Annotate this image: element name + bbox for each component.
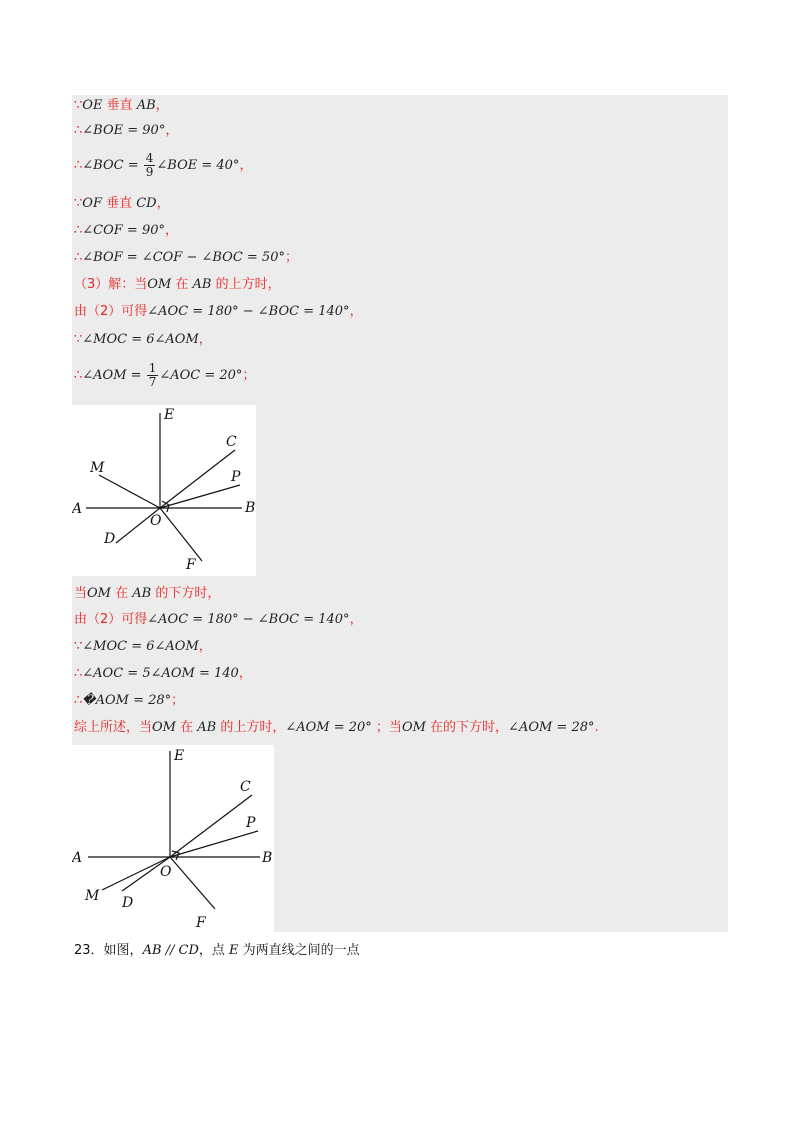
ray-om xyxy=(99,475,160,508)
label-d: D xyxy=(104,531,116,547)
question-23: 23．如图，AB // CD，点 E 为两直线之间的一点 xyxy=(74,943,360,958)
label-e: E xyxy=(164,407,175,423)
solution-line-14: ∴∠AOC = 5∠AOM = 140， xyxy=(74,666,252,681)
label-e: E xyxy=(174,748,185,764)
solution-line-15: ∴�AOM = 28°； xyxy=(74,693,185,708)
line-cd-upper xyxy=(170,795,252,857)
solution-line-10: ∴∠AOM = $\frac{1}{7}$ ∠AOC = 20°； xyxy=(74,361,256,389)
ray-of xyxy=(160,508,202,561)
label-o: O xyxy=(150,513,162,529)
label-a: A xyxy=(72,850,83,866)
solution-line-1: ∵OE 垂直 AB， xyxy=(74,98,169,113)
label-p: P xyxy=(246,815,256,831)
solution-line-9: ∵∠MOC = 6∠AOM， xyxy=(74,332,212,347)
fraction-4-9: $\frac{4}{9}$ xyxy=(145,151,154,179)
label-o: O xyxy=(160,864,172,880)
label-c: C xyxy=(240,779,251,795)
solution-line-6: ∴∠BOF = ∠COF − ∠BOC = 50°； xyxy=(74,250,298,265)
label-f: F xyxy=(196,915,206,931)
solution-line-7: （3）解：当OM 在 AB 的上方时， xyxy=(74,277,281,292)
label-f: F xyxy=(186,557,196,573)
label-b: B xyxy=(262,850,273,866)
solution-line-3: ∴∠BOC = $\frac{4}{9}$ ∠BOE = 40°， xyxy=(74,151,253,179)
solution-line-11: 当OM 在 AB 的下方时， xyxy=(74,586,221,601)
solution-line-13: ∵∠MOC = 6∠AOM， xyxy=(74,639,212,654)
label-a: A xyxy=(72,501,83,517)
solution-line-4: ∵OF 垂直 CD， xyxy=(74,196,170,211)
solution-line-12: 由（2）可得∠AOC = 180° − ∠BOC = 140°， xyxy=(74,612,363,627)
ray-op xyxy=(170,831,258,857)
line-cd-upper xyxy=(160,450,235,508)
label-p: P xyxy=(231,469,241,485)
fraction-1-7: $\frac{1}{7}$ xyxy=(148,361,157,389)
geometry-figure-2 xyxy=(72,745,274,932)
label-m: M xyxy=(90,460,105,476)
label-d: D xyxy=(122,895,134,911)
ray-op xyxy=(160,485,240,508)
solution-line-16: 综上所述，当OM 在 AB 的上方时，∠AOM = 20° ；当OM 在的下方时，∠AOM = 28°. xyxy=(74,720,599,735)
solution-line-5: ∴∠COF = 90°， xyxy=(74,223,179,238)
label-m: M xyxy=(85,888,100,904)
label-b: B xyxy=(245,500,256,516)
solution-line-8: 由（2）可得∠AOC = 180° − ∠BOC = 140°， xyxy=(74,304,363,319)
solution-line-2: ∴∠BOE = 90°， xyxy=(74,123,179,138)
geometry-figure-1 xyxy=(72,405,256,576)
ray-of xyxy=(170,857,215,909)
label-c: C xyxy=(226,434,237,450)
